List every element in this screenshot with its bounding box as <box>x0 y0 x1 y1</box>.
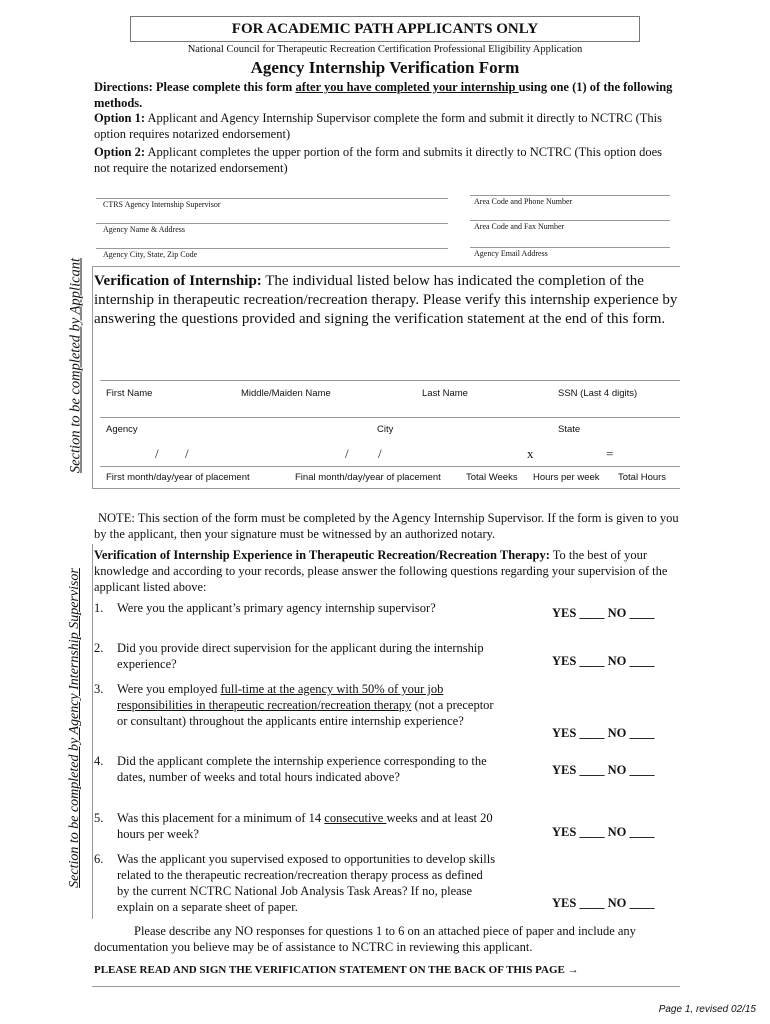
question-number: 6. <box>94 852 104 866</box>
experience-paragraph <box>94 547 676 595</box>
total-weeks-label: Total Weeks <box>466 472 518 483</box>
question-2 <box>94 640 534 674</box>
name-line[interactable] <box>100 380 680 381</box>
option-2-text: Applicant completes the upper portion of the form and submits it directly to NCTRC (This option does not require the notarized endorsement) <box>94 145 662 175</box>
page-footer: Page 1, revised 02/15 <box>658 1004 756 1015</box>
question-text: Was the applicant you supervised exposed to opportunities to develop skills related to the therapeutic recreation/recreation therapy process as defined by the current NCTRC National Job Analysis Task Areas? If no, please explain on a separate sheet of paper. <box>117 852 496 914</box>
section-divider <box>92 488 680 489</box>
question-text <box>117 681 497 729</box>
yes-no-4[interactable]: YES ____ NO ____ <box>552 763 655 777</box>
question-number: 1. <box>94 601 104 615</box>
date-slash: / <box>155 446 159 461</box>
question-text-post: weeks and at least 20 hours per week? <box>117 811 493 841</box>
question-3 <box>94 681 534 747</box>
city-label: City <box>377 424 394 435</box>
hours-week-label: Hours per week <box>533 472 600 483</box>
yes-no-1[interactable]: YES ____ NO ____ <box>552 606 655 620</box>
first-date-label: First month/day/year of placement <box>106 472 250 483</box>
question-text: Did the applicant complete the internship experience corresponding to the dates, number of weeks and total hours indicated above? <box>117 754 487 784</box>
last-name-label: Last Name <box>422 388 468 399</box>
directions-lead: Directions: Please complete this form <box>94 80 296 94</box>
first-name-label: First Name <box>106 388 153 399</box>
applicant-section-border <box>92 266 93 488</box>
ctrs-line[interactable] <box>96 198 448 199</box>
section-divider <box>92 266 680 267</box>
read-sign-instruction: PLEASE READ AND SIGN THE VERIFICATION STATEMENT ON THE BACK OF THIS PAGE → <box>94 964 579 976</box>
fax-line[interactable] <box>470 220 670 221</box>
yes-no-6[interactable]: YES ____ NO ____ <box>552 896 655 910</box>
agency-line[interactable] <box>100 417 680 418</box>
question-1 <box>94 600 534 632</box>
yes-no-5[interactable]: YES ____ NO ____ <box>552 825 655 839</box>
date-slash: / <box>378 446 382 461</box>
question-text-underlined: consecutive <box>324 811 387 825</box>
yes-no-3[interactable]: YES ____ NO ____ <box>552 726 655 740</box>
question-5 <box>94 810 534 844</box>
experience-label: Verification of Internship Experience in Therapeutic Recreation/Recreation Therapy: <box>94 548 550 562</box>
option-1 <box>94 111 676 142</box>
fax-label: Area Code and Fax Number <box>474 222 565 231</box>
email-label: Agency Email Address <box>474 249 548 258</box>
supervisor-section-label: Section to be completed by Agency Internship Supervisor <box>67 568 82 888</box>
option-2 <box>94 145 676 176</box>
date-slash: / <box>185 446 189 461</box>
city-state-zip-label: Agency City, State, Zip Code <box>103 250 198 259</box>
question-6 <box>94 851 534 917</box>
supervisor-note: NOTE: This section of the form must be completed by the Agency Internship Supervisor. If the form is given to you by the applicant, then your signature must be witnessed by an authorized notary. <box>94 511 679 541</box>
option-2-label: Option 2: <box>94 145 146 159</box>
question-number: 4. <box>94 754 104 768</box>
equals-sign: = <box>606 446 614 461</box>
middle-name-label: Middle/Maiden Name <box>241 388 331 399</box>
supervisor-section-border <box>92 544 93 919</box>
email-line[interactable] <box>470 247 670 248</box>
question-text: Did you provide direct supervision for the applicant during the internship experience? <box>117 641 484 671</box>
experience-text: To the best of your knowledge and according to your records, please answer the following questions regarding your supervision of the applicant listed above: <box>94 548 668 594</box>
question-text-post: (not a preceptor or consultant) throughout the applicants entire internship experience? <box>117 698 494 728</box>
question-number: 2. <box>94 641 104 655</box>
phone-line[interactable] <box>470 195 670 196</box>
page-title: Agency Internship Verification Form <box>250 58 520 77</box>
describe-paragraph: Please describe any NO responses for questions 1 to 6 on an attached piece of paper and include any documentation you believe may be of assistance to NCTRC in reviewing this applicant. <box>94 924 636 954</box>
times-sign: x <box>527 446 534 461</box>
date-slash: / <box>345 446 349 461</box>
question-text-pre: Were you employed <box>117 682 221 696</box>
final-date-label: Final month/day/year of placement <box>295 472 441 483</box>
question-4 <box>94 753 534 787</box>
ssn-label: SSN (Last 4 digits) <box>558 388 638 399</box>
question-text-pre: Was this placement for a minimum of 14 <box>117 811 325 825</box>
agency-address-line[interactable] <box>96 223 448 224</box>
directions-underlined: after you have completed your internship <box>295 80 519 94</box>
phone-label: Area Code and Phone Number <box>474 197 573 206</box>
ctrs-label: CTRS Agency Internship Supervisor <box>103 200 221 209</box>
form-banner: FOR ACADEMIC PATH APPLICANTS ONLY <box>130 16 640 42</box>
agency-address-label: Agency Name & Address <box>103 225 185 234</box>
state-label: State <box>558 424 581 435</box>
question-number: 3. <box>94 682 104 696</box>
verification-text: The individual listed below has indicated the completion of the internship in therapeutic recreation/recreation therapy. Please verify this internship experience by answering the questions provided and signing the verification statement at the end of this form. <box>94 273 678 327</box>
verification-label: Verification of Internship: <box>94 273 262 289</box>
dates-line[interactable] <box>100 466 680 467</box>
directions <box>94 80 676 111</box>
question-text: Were you the applicant’s primary agency internship supervisor? <box>117 601 436 615</box>
applicant-section-label: Section to be completed by Applicant <box>67 257 84 474</box>
city-state-zip-line[interactable] <box>96 248 448 249</box>
question-text <box>117 810 497 842</box>
question-text-underlined: full-time at the agency with 50% of your job responsibilities in therapeutic recreation/recreation therapy <box>117 682 444 712</box>
option-1-label: Option 1: <box>94 111 146 125</box>
agency-label: Agency <box>106 424 138 435</box>
verification-paragraph <box>94 272 680 329</box>
directions-tail: using one (1) of the following methods. <box>94 80 673 110</box>
council-name: National Council for Therapeutic Recreation Certification Professional Eligibility Application <box>187 44 583 55</box>
question-number: 5. <box>94 811 104 825</box>
option-1-text: Applicant and Agency Internship Supervisor complete the form and submit it directly to NCTRC (This option requires notarized endorsement) <box>94 111 662 141</box>
footer-divider <box>92 986 680 987</box>
total-hours-label: Total Hours <box>618 472 667 483</box>
yes-no-2[interactable]: YES ____ NO ____ <box>552 654 655 668</box>
